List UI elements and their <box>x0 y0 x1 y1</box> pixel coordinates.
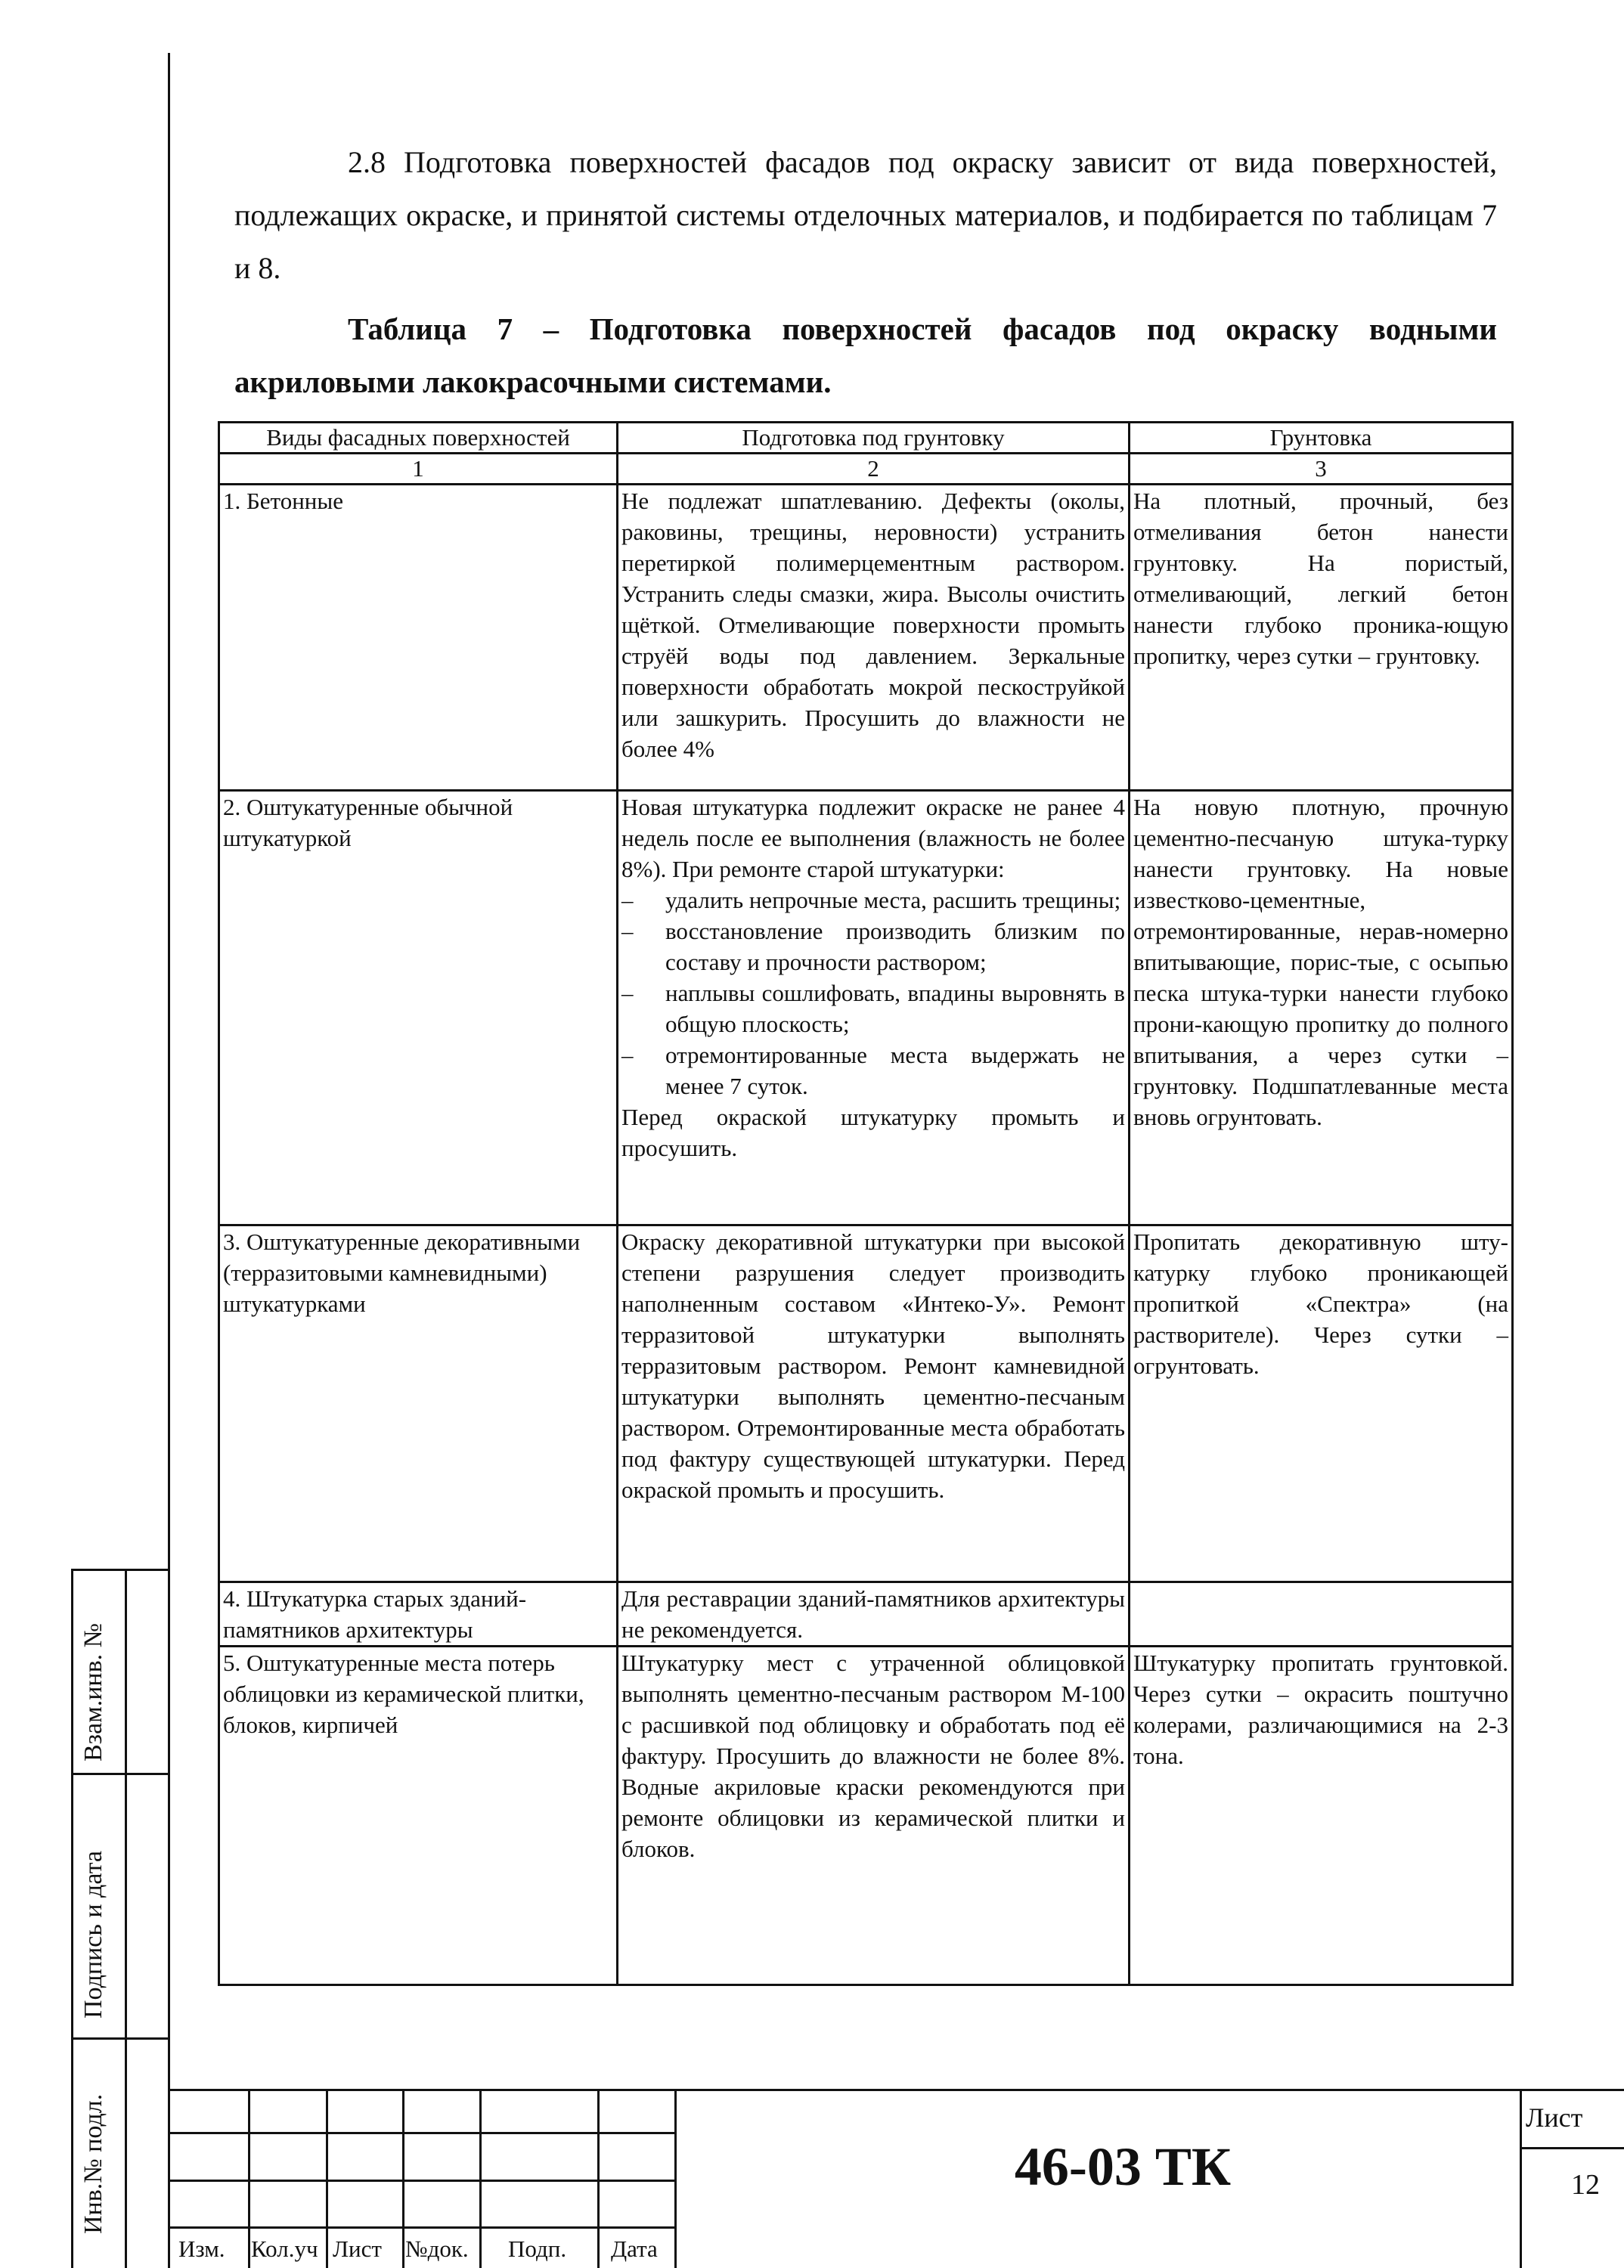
stamp-label-data: Дата <box>611 2235 658 2262</box>
primer-cell: Пропитать декоративную шту-катурку глубоко проникающей пропиткой «Спектра» (на растворителе). Через сутки – огрунтовать. <box>1130 1225 1513 1582</box>
surface-cell: 5. Оштукатуренные места потерь облицовки из керамической плитки, блоков, кирпичей <box>219 1647 618 1985</box>
inv-podl-label: Инв.№ подл. <box>79 2093 107 2234</box>
prep-list-item: – отремонтированные места выдержать не менее 7 суток. <box>621 1040 1125 1101</box>
prep-outro: Перед окраской штукатурку промыть и просушить. <box>621 1104 1125 1161</box>
header-prep: Подготовка под грунтовку <box>618 423 1130 454</box>
title-block-col-line <box>479 2089 482 2268</box>
vzam-inv-label: Взам.инв. № <box>79 1622 107 1761</box>
table-caption <box>234 302 1497 408</box>
primer-cell <box>1130 1582 1513 1647</box>
prep-cell: Штукатурку мест с утраченной облицовкой выполнять цементно-песчаным раствором М-100 с расшивкой под облицовку и обработать под её фактуру. Просушить до влажности не более 8%. Водные акриловые краски рекомендуются при ремонте облицовки из керамической плитки и блоков. <box>618 1647 1130 1985</box>
sheet-label: Лист <box>1526 2102 1583 2133</box>
table-row <box>219 791 1513 1225</box>
stamp-label-podp: Подп. <box>508 2235 567 2262</box>
sheet-number: 12 <box>1571 2169 1600 2201</box>
primer-cell: На плотный, прочный, без отмеливания бетон нанести грунтовку. На пористый, отмеливающий, легкий бетон нанести глубоко проника-ющую пропитку, через сутки – грунтовку. <box>1130 485 1513 791</box>
document-code: 46-03 ТК <box>1014 2136 1232 2197</box>
side-stamp-divider-2 <box>71 2037 170 2040</box>
paragraph-2-8 <box>234 136 1497 295</box>
primer-cell: На новую плотную, прочную цементно-песчаную штука-турку нанести грунтовку. На новые известково-цементные, отремонтированные, нерав-номерно впитывающие, порис-тые, с осыпью песка штука-турки нанести глубоко прони-кающую пропитку до полного впитывания, а через сутки – грунтовку. Подшпатлеванные места вновь огрунтовать. <box>1130 791 1513 1225</box>
title-block-col-line <box>248 2089 250 2268</box>
title-block-col-line <box>674 2089 677 2268</box>
surface-cell: 2. Оштукатуренные обычной штукатуркой <box>219 791 618 1225</box>
paragraph-text: 2.8 Подготовка поверхностей фасадов под окраску зависит от вида поверхностей, подлежащих окраске, и принятой системы отделочных материалов, и подбирается по таблицам 7 и 8. <box>234 145 1497 285</box>
col-number: 2 <box>618 454 1130 485</box>
title-block-top-line <box>168 2089 1624 2091</box>
sheet-cell-left-line <box>1520 2089 1522 2268</box>
podpis-data-label: Подпись и дата <box>79 1851 107 2019</box>
stamp-label-list: Лист <box>333 2235 382 2262</box>
table-row <box>219 485 1513 791</box>
table-caption-text: Таблица 7 – Подготовка поверхностей фасадов под окраску водными акриловыми лакокрасочными системами. <box>234 311 1497 399</box>
prep-intro: Новая штукатурка подлежит окраске не ранее 4 недель после ее выполнения (влажность не более 8%). При ремонте старой штукатурки: <box>621 794 1125 882</box>
stamp-label-ndok: №док. <box>405 2235 469 2262</box>
sheet-cell-line <box>1520 2147 1624 2149</box>
stamp-label-kol-uch: Кол.уч <box>251 2235 318 2262</box>
prep-cell <box>618 791 1130 1225</box>
surface-cell: 3. Оштукатуренные декоративными (терразитовыми камневидными) штукатурками <box>219 1225 618 1582</box>
header-primer: Грунтовка <box>1130 423 1513 454</box>
header-surface: Виды фасадных поверхностей <box>219 423 618 454</box>
title-block-col-line <box>597 2089 600 2268</box>
title-block-col-line <box>326 2089 328 2268</box>
frame-left-line <box>168 53 170 2268</box>
side-stamp-top-line <box>71 1569 170 1571</box>
primer-cell: Штукатурку пропитать грунтовкой. Через сутки – окрасить поштучно колерами, различающимися на 2-3 тона. <box>1130 1647 1513 1985</box>
prep-cell: Окраску декоративной штукатурки при высокой степени разрушения следует производить наполненным составом «Интеко-У». Ремонт терразитовой штукатурки выполнять терразитовым раствором. Ремонт камневидной штукатурки выполнять цементно-песчаным раствором. Отремонтированные места обработать под фактуру существующей штукатурки. Перед окраской промыть и просушить. <box>618 1225 1130 1582</box>
prep-list-item: – восстановление производить близким по составу и прочности раствором; <box>621 916 1125 978</box>
side-stamp-inner-line <box>125 1569 127 2268</box>
surface-cell: 4. Штукатурка старых зданий-памятников архитектуры <box>219 1582 618 1647</box>
stamp-label-izm: Изм. <box>178 2235 225 2262</box>
prep-list-item: – удалить непрочные места, расшить трещины; <box>621 885 1125 916</box>
col-number: 3 <box>1130 454 1513 485</box>
table-row <box>219 1647 1513 1985</box>
prep-cell: Для реставрации зданий-памятников архитектуры не рекомендуется. <box>618 1582 1130 1647</box>
table-number-row <box>219 454 1513 485</box>
prep-list-item: – наплывы сошлифовать, впадины выровнять в общую плоскость; <box>621 978 1125 1040</box>
table-row <box>219 1225 1513 1582</box>
col-number: 1 <box>219 454 618 485</box>
surface-cell: 1. Бетонные <box>219 485 618 791</box>
side-stamp-divider-1 <box>71 1773 170 1775</box>
preparation-table <box>218 421 1514 1986</box>
prep-cell: Не подлежат шпатлеванию. Дефекты (околы, раковины, трещины, неровности) устранить перетиркой полимерцементным раствором. Устранить следы смазки, жира. Высолы очистить щёткой. Отмеливающие поверхности промыть струёй воды под давлением. Зеркальные поверхности обработать мокрой пескоструйкой или зашкурить. Просушить до влажности не более 4% <box>618 485 1130 791</box>
table-header-row <box>219 423 1513 454</box>
side-stamp-outer-line <box>71 1569 73 2268</box>
title-block-col-line <box>402 2089 404 2268</box>
table-row <box>219 1582 1513 1647</box>
